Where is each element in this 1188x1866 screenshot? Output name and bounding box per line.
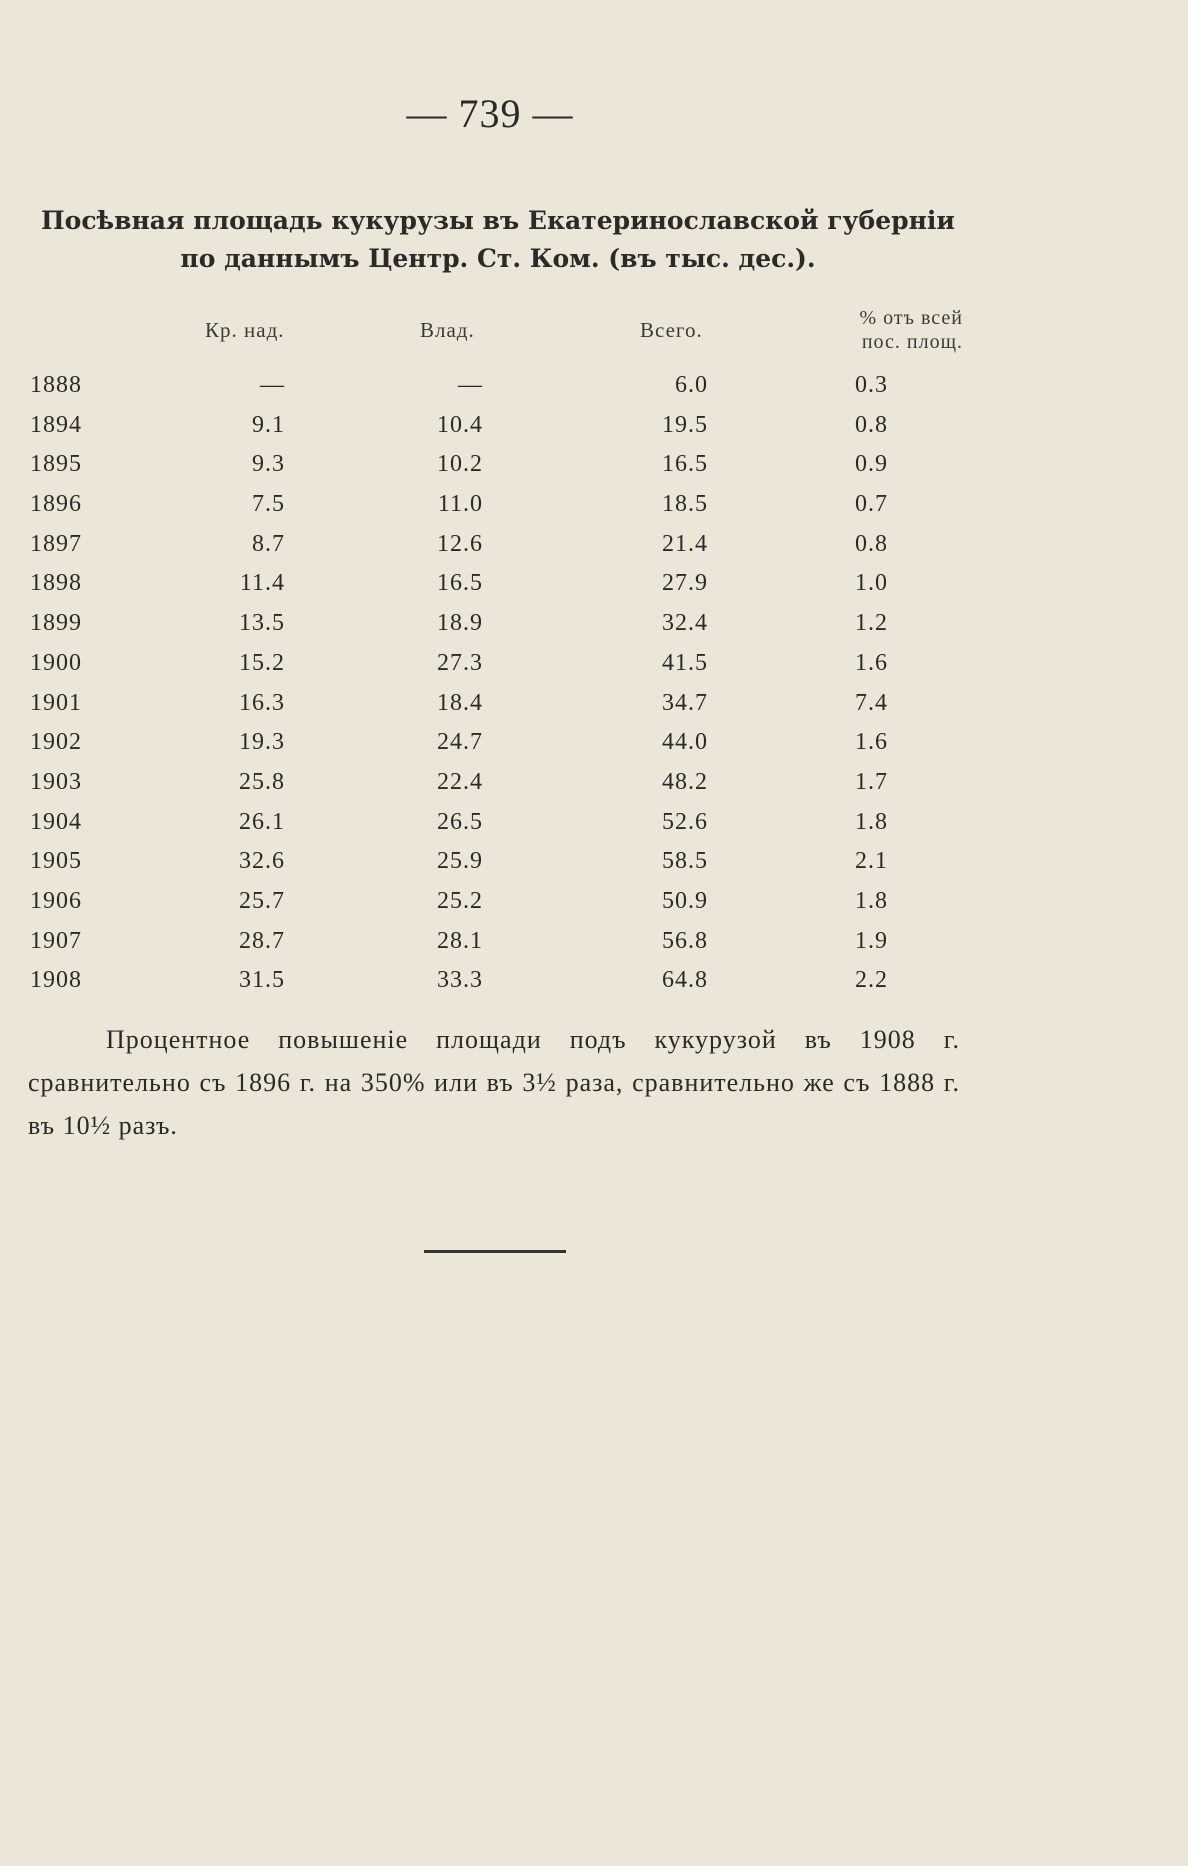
table-row	[0, 531, 1188, 571]
cell-vlad: —	[458, 372, 483, 398]
divider-line	[424, 1250, 566, 1253]
summary-paragraph: Процентное повышеніе площади подъ кукурузой въ 1908 г. сравнительно съ 1896 г. на 350% или въ 3½ раза, сравнительно же съ 1888 г. въ 10½ разъ.	[28, 1025, 960, 1140]
cell-year: 1899	[30, 610, 82, 637]
cell-percent: 1.2	[855, 610, 888, 637]
column-header-percent-line-1: % отъ всей	[859, 307, 963, 329]
cell-vlad: 24.7	[437, 729, 483, 756]
column-header-kr: Кр. над.	[205, 318, 285, 342]
data-table	[0, 372, 1188, 1007]
cell-total: 41.5	[662, 649, 708, 676]
cell-percent: 1.0	[855, 570, 888, 597]
cell-kr: 32.6	[239, 848, 285, 875]
cell-percent: 0.3	[855, 372, 888, 398]
table-row	[0, 690, 1188, 730]
cell-percent: 1.6	[855, 729, 888, 756]
table-row	[0, 570, 1188, 610]
column-header-vlad: Влад.	[420, 318, 475, 342]
cell-vlad: 26.5	[437, 808, 483, 835]
cell-vlad: 11.0	[437, 491, 483, 518]
cell-vlad: 12.6	[437, 530, 483, 557]
cell-year: 1907	[30, 927, 82, 954]
cell-vlad: 25.9	[437, 848, 483, 875]
cell-percent: 7.4	[855, 689, 888, 716]
cell-year: 1901	[30, 689, 82, 716]
cell-percent: 0.9	[855, 451, 888, 478]
cell-kr: 28.7	[239, 927, 285, 954]
table-row	[0, 848, 1188, 888]
table-row	[0, 809, 1188, 849]
cell-total: 64.8	[662, 967, 708, 994]
cell-total: 34.7	[662, 689, 708, 716]
cell-year: 1905	[30, 848, 82, 875]
cell-kr: 8.7	[252, 530, 285, 557]
table-row	[0, 769, 1188, 809]
cell-year: 1895	[30, 451, 82, 478]
cell-kr: 26.1	[239, 808, 285, 835]
cell-total: 16.5	[662, 451, 708, 478]
cell-total: 44.0	[662, 729, 708, 756]
column-header-percent-line-2: пос. площ.	[861, 331, 963, 353]
cell-percent: 1.9	[855, 927, 888, 954]
table-row	[0, 967, 1188, 1007]
cell-vlad: 33.3	[437, 967, 483, 994]
cell-total: 19.5	[662, 411, 708, 438]
cell-year: 1906	[30, 887, 82, 914]
cell-year: 1897	[30, 530, 82, 557]
cell-total: 50.9	[662, 887, 708, 914]
table-row	[0, 412, 1188, 452]
cell-percent: 1.7	[855, 768, 888, 795]
cell-vlad: 18.4	[437, 689, 483, 716]
cell-year: 1902	[30, 729, 82, 756]
cell-year: 1898	[30, 570, 82, 597]
cell-kr: 11.4	[239, 570, 285, 597]
cell-percent: 2.1	[855, 848, 888, 875]
cell-vlad: 16.5	[437, 570, 483, 597]
cell-percent: 1.8	[855, 887, 888, 914]
cell-vlad: 28.1	[437, 927, 483, 954]
column-header-total: Всего.	[640, 318, 703, 342]
cell-total: 52.6	[662, 808, 708, 835]
table-row	[0, 491, 1188, 531]
cell-kr: 9.1	[252, 411, 285, 438]
cell-year: 1896	[30, 491, 82, 518]
cell-year: 1904	[30, 808, 82, 835]
cell-total: 58.5	[662, 848, 708, 875]
table-row	[0, 650, 1188, 690]
cell-kr: 15.2	[239, 649, 285, 676]
cell-total: 27.9	[662, 570, 708, 597]
cell-percent: 1.8	[855, 808, 888, 835]
cell-kr: 7.5	[252, 491, 285, 518]
cell-year: 1903	[30, 768, 82, 795]
cell-percent: 0.8	[855, 411, 888, 438]
cell-percent: 0.7	[855, 491, 888, 518]
cell-vlad: 18.9	[437, 610, 483, 637]
cell-vlad: 22.4	[437, 768, 483, 795]
cell-year: 1908	[30, 967, 82, 994]
cell-kr: 31.5	[239, 967, 285, 994]
cell-total: 32.4	[662, 610, 708, 637]
cell-year: 1894	[30, 411, 82, 438]
cell-percent: 0.8	[855, 530, 888, 557]
cell-kr: 25.8	[239, 768, 285, 795]
cell-year: 1900	[30, 649, 82, 676]
table-row	[0, 451, 1188, 491]
cell-vlad: 10.4	[437, 411, 483, 438]
cell-kr: 19.3	[239, 729, 285, 756]
cell-percent: 2.2	[855, 967, 888, 994]
cell-total: 21.4	[662, 530, 708, 557]
table-row	[0, 610, 1188, 650]
cell-year: 1888	[30, 372, 82, 398]
table-title-line-1: Посѣвная площадь кукурузы въ Екатеринославской губерніи	[41, 206, 955, 235]
cell-vlad: 25.2	[437, 887, 483, 914]
cell-total: 18.5	[662, 491, 708, 518]
table-row	[0, 928, 1188, 968]
table-title-line-2: по даннымъ Центр. Ст. Ком. (въ тыс. дес.).	[180, 244, 816, 273]
cell-kr: —	[260, 372, 285, 398]
cell-kr: 13.5	[239, 610, 285, 637]
table-row	[0, 372, 1188, 412]
cell-percent: 1.6	[855, 649, 888, 676]
cell-kr: 16.3	[239, 689, 285, 716]
cell-total: 56.8	[662, 927, 708, 954]
cell-vlad: 27.3	[437, 649, 483, 676]
table-row	[0, 729, 1188, 769]
cell-total: 48.2	[662, 768, 708, 795]
cell-kr: 9.3	[252, 451, 285, 478]
page-number: — 739 —	[406, 91, 574, 136]
column-header-percent	[818, 306, 963, 354]
cell-vlad: 10.2	[437, 451, 483, 478]
cell-total: 6.0	[675, 372, 708, 398]
table-row	[0, 888, 1188, 928]
cell-kr: 25.7	[239, 887, 285, 914]
